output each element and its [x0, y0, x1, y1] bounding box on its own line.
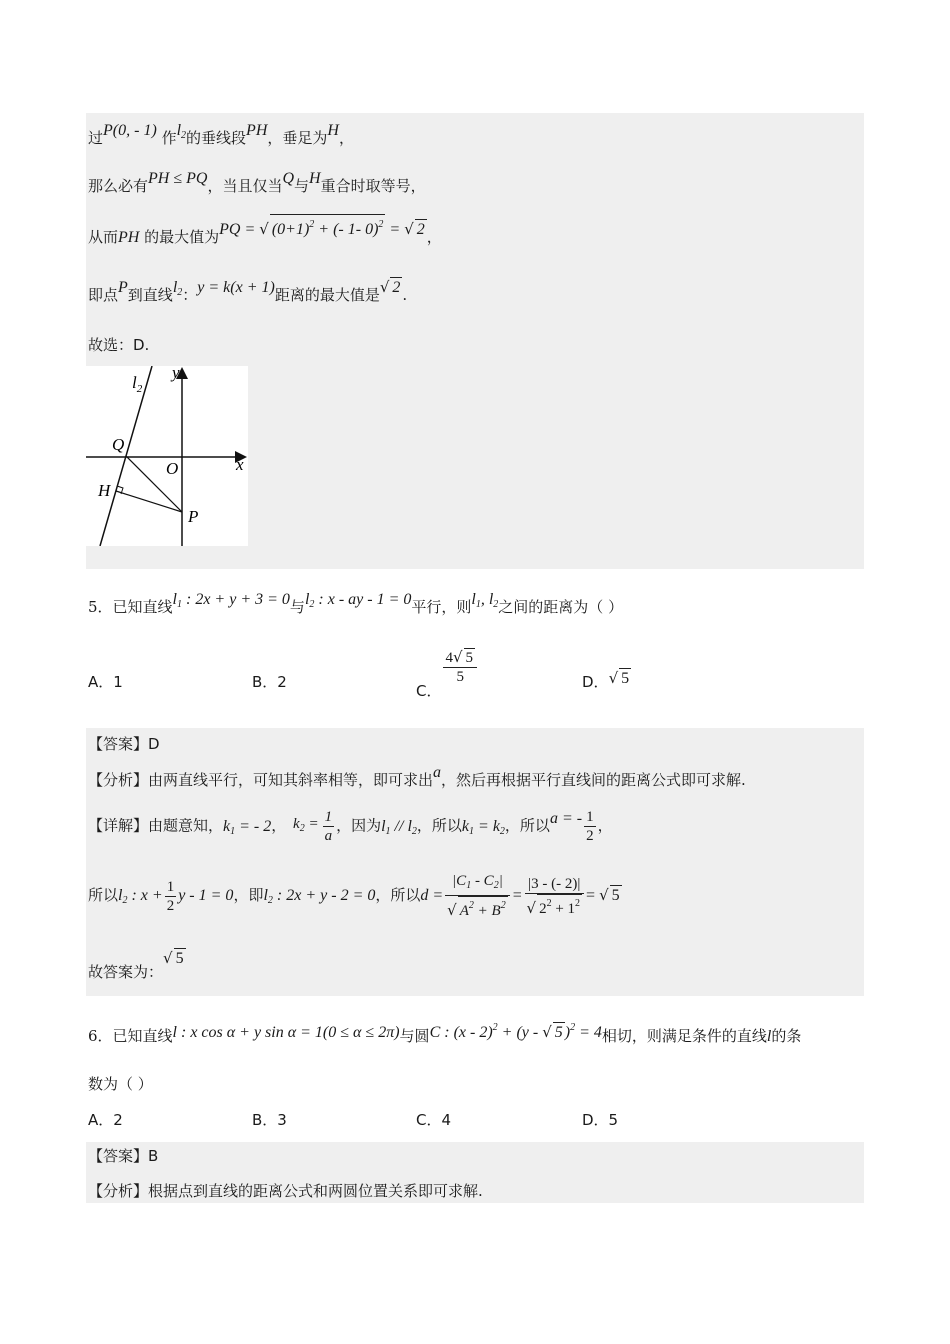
- label-p: P: [188, 507, 199, 526]
- math-sqrt5-d: √ 5: [608, 669, 630, 687]
- solution-line-1: 过P(0, - 1) 作$l_2$的垂线段PH，垂足为H，: [88, 122, 354, 147]
- math-a-value: a = -: [549, 809, 583, 827]
- math-point-p: P(0, - 1): [103, 122, 157, 139]
- q6-analysis: 【分析】根据点到直线的距离公式和两圆位置关系即可求解.: [88, 1182, 483, 1200]
- solution-line-4: 即点P到直线$l_2$：y = k(x + 1)距离的最大值是√ 2 .: [88, 278, 408, 304]
- q5-option-d: D．√ 5: [582, 669, 630, 691]
- q6-answer: 【答案】B: [88, 1147, 159, 1165]
- frac-distance-value: $\frac{|3 - (- 2)|}{√ 2^2 + 1^2}$: [525, 875, 585, 918]
- frac-4sqrt5-5: $\frac{4√ 5}{5}$: [443, 648, 477, 686]
- label-x: x: [236, 455, 244, 474]
- q5-final: 故答案为：√ 5: [88, 949, 184, 981]
- solution-line-2: 那么必有PH ≤ PQ，当且仅当Q与H重合时取等号，: [88, 170, 426, 195]
- math-l2-half: $l_2$ : x +: [118, 887, 163, 906]
- math-p4: P: [118, 279, 128, 296]
- label-l2: $l_2$: [132, 373, 143, 395]
- q5-answer: 【答案】D: [88, 735, 160, 753]
- q5-option-c: C． $\frac{4√ 5}{5}$: [416, 648, 479, 686]
- math-k1-eq-k2: $k_1 = k_2$: [461, 817, 505, 837]
- math-l2-4: $l_2$: [172, 279, 183, 298]
- math-a: a: [433, 764, 442, 781]
- math-circle-c: C : (x - 2)$^2$ + (y - √ 5 )$^2$ = 4: [429, 1022, 602, 1041]
- solution-block-q5: [86, 728, 864, 996]
- q5-option-b: B．2: [252, 673, 287, 691]
- q6-option-b: B．3: [252, 1111, 287, 1129]
- math-h2: H: [309, 170, 321, 187]
- math-l6: l: [766, 1028, 772, 1045]
- q6-option-d: D．5: [582, 1111, 619, 1129]
- math-sqrt5-final: √ 5: [163, 949, 184, 967]
- q5-analysis: 【分析】由两直线平行，可知其斜率相等，即可求出a，然后再根据平行直线间的距离公式即可求解.: [88, 764, 746, 789]
- math-h: H: [327, 122, 339, 139]
- label-h: H: [98, 481, 111, 500]
- figure-svg: [86, 366, 248, 546]
- q6-stem: 6．已知直线l : x cos α + y sin α = 1(0 ≤ α ≤ 2π)与圆C : (x - 2)$^2$ + (y - √ 5 )$^2$ = 4相切，则满足条件的直线l的条: [88, 1022, 802, 1045]
- math-sqrt2: √ 2: [379, 278, 401, 296]
- choose-line: 故选：D.: [88, 336, 150, 354]
- q5-detail: 【详解】由题意知，$k_1$ = - 2， $k_2$ = $\frac{1}{a}$ ，因为$l_1 // l_2$，所以$k_1 = k_2$，所以a = - $\frac{1}{2}$ ，: [88, 809, 613, 844]
- label-y: y: [172, 366, 180, 382]
- math-l1-eq: $l_1$ : 2x + y + 3 = 0: [172, 591, 290, 610]
- q6-stem-2: 数为（ ）: [88, 1075, 153, 1093]
- math-l2: $l_2$: [176, 122, 187, 141]
- math-ph-le-pq: PH ≤ PQ: [148, 170, 208, 187]
- frac-1-2b: $\frac{1}{2}$: [166, 878, 175, 914]
- math-parallel: $l_1 // l_2$: [381, 817, 417, 837]
- frac-distance-formula: $\frac{|C_1 - C_2|}{√ A^2 + B^2}$: [445, 872, 510, 920]
- q6-option-c: C．4: [416, 1111, 452, 1129]
- label-q: Q: [112, 435, 125, 454]
- q5-stem: 5．已知直线$l_1$ : 2x + y + 3 = 0与$l_2$ : x - ay - 1 = 0平行，则$l_1$, $l_2$之间的距离为（ ）: [88, 591, 624, 616]
- geometry-figure: [86, 366, 248, 546]
- math-pq-distance: PQ = √ $(0+1)^2$ + (- 1- 0)$^2$ = √ 2: [219, 221, 427, 238]
- q5-option-a: A．1: [88, 673, 123, 691]
- q5-detail-2: 所以$l_2$ : x + $\frac{1}{2}$ y - 1 = 0，即$l_2$ : 2x + y - 2 = 0，所以d = $\frac{|C_1 - C_2|}{√ A^2 + B^2}$ = $\frac{|3 - (- 2)|}{√ 2^2 + 1^2}$ = √ 5: [88, 873, 620, 919]
- math-l1-l2: $l_1$, $l_2$: [471, 591, 499, 610]
- math-d: d =: [420, 887, 444, 904]
- frac-1-2: $\frac{1}{2}$: [586, 809, 594, 844]
- math-l2-form: $l_2$ : 2x + y - 2 = 0: [263, 887, 376, 906]
- math-line-eq: y = k(x + 1): [197, 279, 275, 296]
- math-ph3: PH: [118, 229, 140, 246]
- label-o: O: [166, 459, 179, 478]
- math-q: Q: [282, 170, 295, 187]
- q6-option-a: A．2: [88, 1111, 123, 1129]
- math-l-cos-sin: l : x cos α + y sin α = 1(0 ≤ α ≤ 2π): [172, 1024, 400, 1041]
- frac-1-a: $\frac{1}{a}$: [324, 809, 333, 844]
- math-l2-eq: $l_2$ : x - ay - 1 = 0: [304, 591, 412, 610]
- solution-line-3: 从而PH 的最大值为PQ = √ $(0+1)^2$ + (- 1- 0)$^2$ = √ 2 ，: [88, 222, 442, 248]
- math-k1: $k_1$ = - 2: [223, 817, 272, 837]
- math-ph: PH: [246, 122, 268, 139]
- math-k2: $k_2$ =: [293, 816, 319, 834]
